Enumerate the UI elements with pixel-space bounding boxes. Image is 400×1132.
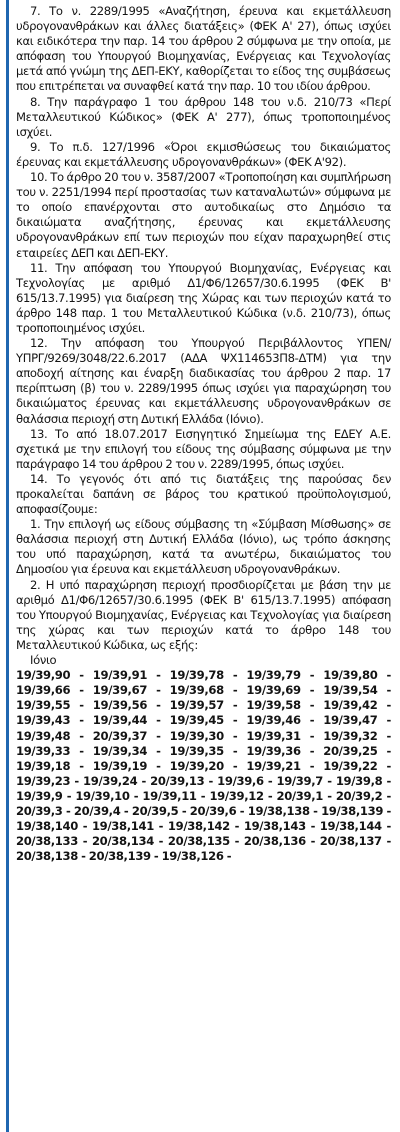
decision-1: 1. Την επιλογή ως είδους σύμβασης τη «Σύμβαση Μίσθωσης» σε θαλάσσια περιοχή στη Δυτική Ελλάδα (Ιόνιο), ως τρόπο άσκησης του υπό παραχώρηση, κατά τα ανωτέρω, δικαιώματος του Δημοσίου για έρευνα και εκμετάλλευση υδρογονανθράκων. bbox=[16, 517, 391, 577]
paragraph-14: 14. Το γεγονός ότι από τις διατάξεις της παρούσας δεν προκαλείται δαπάνη σε βάρος του κρατικού προϋπολογισμού, αποφασίζουμε: bbox=[16, 471, 391, 517]
margin-rule bbox=[6, 0, 9, 1132]
paragraph-9: 9. Το π.δ. 127/1996 «Όροι εκμισθώσεως του δικαιώματος έρευνας και εκμετάλλευσης υδρογονανθράκων» (ΦΕΚ Α'92). bbox=[16, 139, 391, 169]
document-body bbox=[16, 4, 391, 864]
block-coordinates: 19/39,90 - 19/39,91 - 19/39,78 - 19/39,79 - 19/39,80 - 19/39,66 - 19/39,67 - 19/39,68 - 19/39,69 - 19/39,54 - 19/39,55 - 19/39,56 - 19/39,57 - 19/39,58 - 19/39,42 - 19/39,43 - 19/39,44 - 19/39,45 - 19/39,46 - 19/39,47 - 19/39,48 - 20/39,37 - 19/39,30 - 19/39,31 - 19/39,32 - 19/39,33 - 19/39,34 - 19/39,35 - 19/39,36 - 20/39,25 - 19/39,18 - 19/39,19 - 19/39,20 - 19/39,21 - 19/39,22 - 19/39,23 - 19/39,24 - 20/39,13 - 19/39,6 - 19/39,7 - 19/39,8 - 19/39,9 - 19/39,10 - 19/39,11 - 19/39,12 - 20/39,1 - 20/39,2 - 20/39,3 - 20/39,4 - 20/39,5 - 20/39,6 - 19/38,138 - 19/38,139 - 19/38,140 - 19/38,141 - 19/38,142 - 19/38,143 - 19/38,144 - 20/38,133 - 20/38,134 - 20/38,135 - 20/38,136 - 20/38,137 - 20/38,138 - 20/38,139 - 19/38,126 - bbox=[16, 668, 391, 864]
paragraph-11: 11. Την απόφαση του Υπουργού Βιομηχανίας, Ενέργειας και Τεχνολογίας με αριθμό Δ1/Φ6/12657/30.6.1995 (ΦΕΚ Β' 615/13.7.1995) για διαίρεση της Χώρας και των περιοχών κατά το άρθρο 148 παρ. 1 του Μεταλλευτικού Κώδικα (ν.δ. 210/73), όπως τροποποιημένος ισχύει. bbox=[16, 260, 391, 335]
paragraph-13: 13. Το από 18.07.2017 Εισηγητικό Σημείωμα της ΕΔΕΥ Α.Ε. σχετικά με την επιλογή του είδους της σύμβασης σύμφωνα με την παράγραφο 14 του άρθρου 2 του ν. 2289/1995, όπως ισχύει. bbox=[16, 426, 391, 471]
paragraph-7: 7. Το ν. 2289/1995 «Αναζήτηση, έρευνα και εκμετάλλευση υδρογονανθράκων και άλλες διατάξεις» (ΦΕΚ Α' 27), όπως ισχύει και ειδικότερα την παρ. 14 του άρθρου 2 σύμφωνα με την οποία, με απόφαση του Υπουργού Βιομηχανίας, Ενέργειας και Τεχνολογίας μετά από γνώμη της ΔΕΠ-ΕΚΥ, καθορίζεται το είδος της συμβάσεως που επιτρέπεται να συναφθεί κατά την παρ. 10 του ιδίου άρθρου. bbox=[16, 4, 391, 94]
paragraph-10: 10. Το άρθρο 20 του ν. 3587/2007 «Τροποποίηση και συμπλήρωση του ν. 2251/1994 περί προστασίας των καταναλωτών» σύμφωνα με το οποίο επανέρχονται στο αυτοδικαίως στο Δημόσιο τα δικαιώματα αναζήτησης, έρευνας και εκμετάλλευσης υδρογονανθράκων επί των περιοχών που είχαν παραχωρηθεί στις εταιρείες ΔΕΠ και ΔΕΠ-ΕΚΥ. bbox=[16, 170, 391, 260]
decision-2: 2. Η υπό παραχώρηση περιοχή προσδιορίζεται με βάση την με αριθμό Δ1/Φ6/12657/30.6.1995 (ΦΕΚ Β' 615/13.7.1995) απόφαση του Υπουργού Βιομηχανίας, Ενέργειας και Τεχνολογίας για διαίρεση της χώρας και των περιοχών κατά το άρθρο 148 του Μεταλλευτικού Κώδικα, ως εξής: bbox=[16, 577, 391, 652]
paragraph-8: 8. Την παράγραφο 1 του άρθρου 148 του ν.δ. 210/73 «Περί Μεταλλευτικού Κώδικος» (ΦΕΚ Α' 277), όπως τροποποιημένος ισχύει. bbox=[16, 94, 391, 139]
paragraph-12: 12. Την απόφαση του Υπουργού Περιβάλλοντος ΥΠΕΝ/ΥΠΡΓ/9269/3048/22.6.2017 (ΑΔΑ ΨΧ114653Π8-ΔΤΜ) για την αποδοχή αίτησης και έναρξη διαδικασίας του άρθρου 2 παρ. 17 περίπτωση (β) του ν. 2289/1995 όπως ισχύει για παραχώρηση του δικαιώματος έρευνας και εκμετάλλευσης υδρογονανθράκων σε θαλάσσια περιοχή στη Δυτική Ελλάδα (Ιόνιο). bbox=[16, 336, 391, 426]
region-label: Ιόνιο bbox=[30, 653, 57, 668]
